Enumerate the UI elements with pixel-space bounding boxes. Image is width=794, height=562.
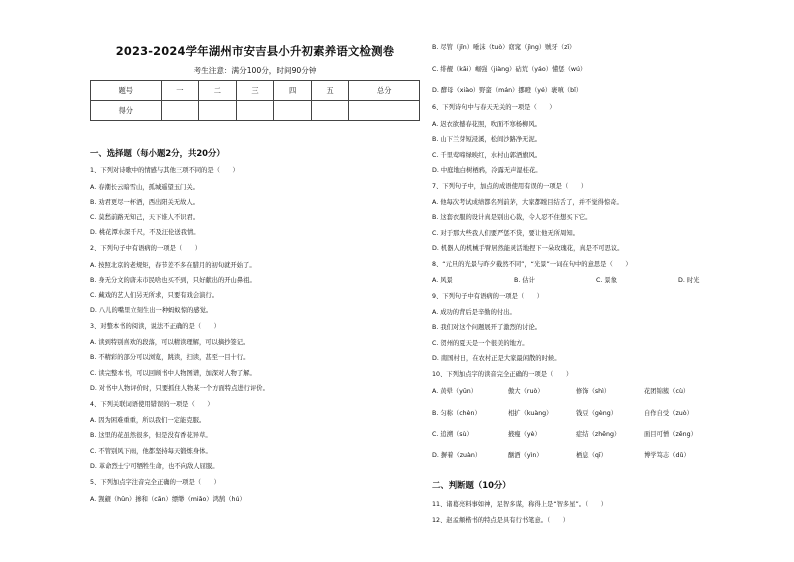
- option-part: 面目可憎（zēng）: [644, 431, 697, 438]
- option-part: 酗酒（yìn）: [508, 452, 543, 459]
- score-table-score-row: [91, 101, 420, 121]
- question-line: 11、诸葛亮料事如神，足智多谋，称得上是“智多星”。（ ）: [432, 501, 608, 508]
- question-option: B. 我们对这个问题展开了激烈的讨论。: [432, 324, 542, 331]
- question-line: 9、下列句子中有语病的一项是（ ）: [432, 293, 544, 300]
- section-heading-judge: 二、判断题（10分）: [432, 480, 511, 490]
- question-option: B. 这里的花虽然很多，但是没有香花异草。: [90, 432, 212, 439]
- option-part: 博学笃志（dǔ）: [644, 452, 690, 459]
- question-line: 4、下列关联词语使用错误的一项是（ ）: [90, 401, 214, 408]
- question-option: A. 他每次考试成绩都名列前茅，大家都瞠目结舌了，并不觉得惊奇。: [432, 199, 623, 206]
- question-option: B. 身无分文的唐未市民啥也买不到，只好献出的开山鼻祖。: [90, 277, 256, 284]
- score-cell: 四: [274, 81, 312, 101]
- question-line: 6、下列诗句中与春天无关的一项是（ ）: [432, 104, 556, 111]
- option-part: 自作自受（zuò）: [644, 410, 693, 417]
- question-option: D. 南国村日，在农村正是大家最闲散的时候。: [432, 355, 561, 362]
- option-part: 修饰（shì）: [576, 388, 611, 395]
- question-option: C. 不管别风下雨，他都坚持每天锻炼身体。: [90, 448, 212, 455]
- question-option: A. 春潮长云暗雪山，孤城遥望玉门关。: [90, 184, 199, 191]
- score-table-header-row: [91, 81, 420, 101]
- option-part: 掖瘦（yè）: [508, 431, 541, 438]
- option-part: 傲大（ruò）: [508, 388, 544, 395]
- score-input-cell[interactable]: [236, 101, 274, 121]
- question-option: B. 尽管（jǐn）唾沫（tuò）窈窕（jìng）贼牙（zī）: [432, 44, 576, 51]
- score-cell: 三: [236, 81, 274, 101]
- question-option: D. 中庭地白树栖鸦，冷露无声湿桂花。: [432, 167, 542, 174]
- score-input-cell[interactable]: [161, 101, 199, 121]
- option-c: C. 景象: [596, 277, 617, 284]
- question-line: 1、下列对诗歌中的情感与其他三项不同的是（ ）: [90, 167, 239, 174]
- question-option: C. 莫愁前路无知己，天下谁人不识君。: [90, 214, 200, 221]
- question-option: C. 藏戏的艺人们另无所求，只要有戏会演行。: [90, 292, 219, 299]
- section-heading-choice: 一、选择题（每小题2分，共20分）: [90, 148, 225, 158]
- question-line: 3、对整本书的阅读，说法不正确的是（ ）: [90, 323, 220, 330]
- option-part: 相扩（kuàng）: [508, 410, 553, 417]
- score-cell: 题号: [91, 81, 162, 101]
- question-option: A. 读到特别喜欢的段落，可以精读理解，可以摘抄签记。: [90, 339, 250, 346]
- score-cell: 二: [199, 81, 237, 101]
- option-d: D. 时光: [678, 277, 700, 284]
- question-option: A. 迟衣欲撼春花照，吹面不寒杨柳风。: [432, 121, 541, 128]
- exam-notice: 考生注意：满分100分，时间90分钟: [193, 66, 317, 75]
- question-line: 5、下列加点字注音完全正确的一项是（ ）: [90, 479, 220, 486]
- score-cell: 总分: [349, 81, 420, 101]
- question-option: B. 劝君更尽一杯酒，西出阳关无故人。: [90, 199, 200, 206]
- score-input-cell[interactable]: [274, 101, 312, 121]
- question-option: D. 革命烈士宁可牺牲生命，也不向敌人屈服。: [90, 463, 219, 470]
- question-option: A. 因为困难重重，所以我们一定能克服。: [90, 417, 206, 424]
- question-option: A. 按照北京的老规矩，春节差不多在腊月的初旬就开始了。: [90, 262, 256, 269]
- question-line: 8、“元旦的光景与昨夕截然不同”，“光景”一词在句中的意思是（ ）: [432, 261, 632, 268]
- option-part: 栖息（qī）: [576, 452, 607, 459]
- question-option: A. 成功的背后是辛勤的付出。: [432, 309, 516, 316]
- option-part: B. 匀称（chèn）: [432, 410, 481, 417]
- option-part: C. 追溯（sù）: [432, 431, 473, 438]
- question-option: D. 对书中人物评价时，只要抓住人物某一个方面特点进行评价。: [90, 385, 269, 392]
- option-part: 症结（zhēng）: [576, 431, 621, 438]
- question-line: 12、赵孟頫楷书的特点是具有行书笔意。（ ）: [432, 517, 570, 524]
- question-option: B. 山下兰芽短浸溪，松间沙路净无泥。: [432, 136, 542, 143]
- exam-title: 2023-2024学年湖州市安吉县小升初素养语文检测卷: [115, 44, 395, 58]
- option-part: 花团锦簇（cù）: [644, 388, 690, 395]
- question-option: C. 千里莺啼绿映红，水村山郭酒旗风。: [432, 152, 542, 159]
- option-a: A. 风景: [432, 277, 453, 284]
- question-line: 2、下列句子中有语病的一项是（ ）: [90, 245, 202, 252]
- question-option: D. 桃花潭水深千尺，不及汪伦送我情。: [90, 229, 200, 236]
- question-line: 10、下列加点字的读音完全正确的一项是（ ）: [432, 371, 573, 378]
- score-cell: 得分: [91, 101, 162, 121]
- option-part: D. 摒着（zuàn）: [432, 452, 482, 459]
- question-option: C. 绯靓（kāi）崛强（jiàng）砧荒（yáo）懂惩（wú）: [432, 66, 587, 73]
- question-option: C. 读完整本书，可以回顾书中人物图谱，加深对人物了解。: [90, 370, 256, 377]
- score-input-cell[interactable]: [199, 101, 237, 121]
- option-part: 钱豆（gèng）: [576, 410, 618, 417]
- question-option: B. 不精彩的部分可以浏览，跳读，扫读，甚至一目十行。: [90, 354, 250, 361]
- question-option: D. 八儿的嘴里立刻生出一种蚂蚁惊的感觉。: [90, 307, 213, 314]
- question-option: C. 对于那大些我人们要严惩不贷，要让他无所周知。: [432, 230, 579, 237]
- score-cell: 五: [311, 81, 349, 101]
- option-b: B. 估计: [514, 277, 535, 284]
- score-table: [90, 80, 420, 121]
- question-option: D. 机器人的机械手臂居然能灵活地捏下一朵玫瑰花，真是不可思议。: [432, 245, 624, 252]
- question-line: 7、下列句子中，加点的成语使用有误的一项是（ ）: [432, 183, 588, 190]
- question-option: D. 酵母（xiào）野蛮（mán）挪瞪（yé）裹嗔（bǐ）: [432, 87, 583, 94]
- option-part: A. 黄晕（yūn）: [432, 388, 478, 395]
- score-input-cell[interactable]: [349, 101, 420, 121]
- question-option: C. 贺州的夏天是一个很美的地方。: [432, 340, 529, 347]
- score-cell: 一: [161, 81, 199, 101]
- score-input-cell[interactable]: [311, 101, 349, 121]
- question-option: B. 这套衣服的设计真是别出心裁，令人忍不住想买下它。: [432, 214, 592, 221]
- question-option: A. 觊觎（hūn）掺和（cān）缥缈（miǎo）鸿鹄（hú）: [90, 496, 246, 503]
